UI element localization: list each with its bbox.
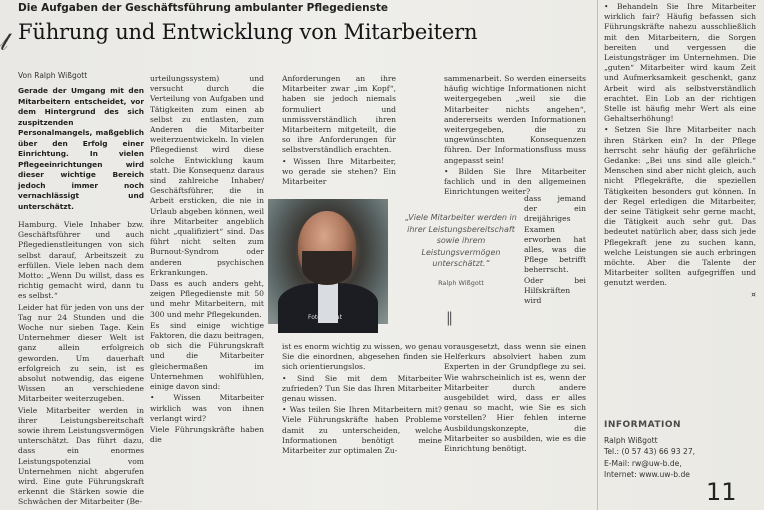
photo-beard: [302, 251, 352, 285]
body-paragraph: Viele Führungskräfte haben die: [150, 424, 264, 445]
column-2: [150, 74, 264, 510]
column-4-bottom: [444, 342, 586, 510]
body-paragraph: dass jemand der ein dreijähriges Examen erworben hat alles, was die Pflege betrifft beherrscht. Oder bei Hilfskräften wird: [524, 194, 586, 306]
body-paragraph: sammenarbeit. So werden einerseits häufig wichtige Informationen nicht weitergegeben „weil sie die Mitarbeiter nichts angehen“, andererseits werden Informationen weitergegeben, die zu ungewünschten Konsequenzen führen. Der Informationsfluss muss angepasst sein!: [444, 74, 586, 165]
pull-quote-mark: ‖: [446, 310, 453, 326]
end-mark: ¤: [751, 289, 756, 299]
body-paragraph: Viele Mitarbeiter werden in ihrer Leistungsbereitschaft sowie ihrem Leistungsvermögen unterschätzt. Das führt dazu, dass ein enormes Leistungspotenzial vom Unternehmen nicht abgerufen wird. Eine gute Führungskraft erkennt die Stärken sowie die Schwächen der Mitarbeiter (Be-: [18, 405, 144, 507]
bullet-question: • Wissen Mitarbeiter wirklich was von ihnen verlangt wird?: [150, 393, 264, 423]
bullet-question: • Behandeln Sie Ihre Mitarbeiter wirklich fair? Häufig befassen sich Führungskräfte nahezu ausschließlich mit den Mitarbeitern, die Sorgen bereiten und vergessen die Leistungsträger im Unternehmen. Die „guten“ Mitarbeiter wird kaum Zeit und Aufmerksamkeit geschenkt, ganz Arbeit wird als selbstverständlich erachtet. Ein Lob an der richtigen Stelle ist häufig mehr Wert als eine Gehaltserhöhung!: [604, 2, 756, 124]
author-photo: [268, 199, 388, 324]
column-3-bottom: [282, 342, 442, 510]
column-divider: [597, 0, 598, 510]
body-paragraph: Es sind einige wichtige Faktoren, die dazu beitragen, ob sich die Führungskraft und die Mitarbeiter gleichermaßen im Unternehmen wohlfühlen, einige davon sind:: [150, 320, 264, 392]
body-paragraph: vorausgesetzt, dass wenn sie einen Helferkurs absolviert haben zum Experten in der Grundpflege zu sei. Wie wahrscheinlich ist es, wenn der Mitarbeiter durch andere ausgebildet wird, dass er alles genau so macht, wie Sie es sich vorstellen? Hier fehlen interne Ausbildungskonzepte, die Mitarbeiter so ausbilden, wie es die Einrichtung benötigt.: [444, 342, 586, 454]
decorative-ornament: 𝓁: [0, 28, 8, 56]
body-paragraph: urteilungssystem) und versucht durch die Verteilung von Aufgaben und Tätigkeiten zum einen ab selbst zu entlasten, zum Anderen die Mitarbeiter weiterzuentwickeln. In vielen Pflegedienst wird diese solche Entwicklung kaum statt. Die Konsequenz daraus sind zahlreiche Inhaber/ Geschäftsführer, die in Arbeit ersticken, die nie in Urlaub abgeben können, weil ihre Mitarbeiter angeblich nicht „qualifiziert“ sind. Das führt nicht selten zum Burnout-Syndrom oder anderen psychischen Erkrankungen.: [150, 74, 264, 277]
pull-quote: [402, 212, 520, 289]
body-paragraph: Dass es auch anders geht, zeigen Pflegedienste mit 50 und mehr Mitarbeitern, mit 300 und mehr Pflegekunden.: [150, 279, 264, 319]
info-email: E-Mail: rw@uw-b.de,: [604, 458, 682, 468]
article-byline: Von Ralph Wißgott: [18, 71, 88, 80]
body-paragraph: Anforderungen an ihre Mitarbeiter zwar „im Kopf“, haben sie jedoch niemals formuliert und unmissverständlich ihren Mitarbeitern mitgeteilt, die so ihre Anforderungen für selbstverständlich erachten.: [282, 74, 396, 155]
body-paragraph: Hamburg. Viele Inhaber bzw. Geschäftsführer und auch Pflegedienstleitungen von sich selbst darauf, Arbeitszeit zu erfüllen. Viele leben nach dem Motto: „Wenn Du willst, dass es richtig gemacht wird, dann tu es selbst.“: [18, 220, 144, 301]
article-lead: Gerade der Umgang mit den Mitarbeitern entscheidet, vor dem Hintergrund des sich zuspitzenden Personalmangels, maßgeblich über den Erfolg einer Einrichtung. In vielen Pflegeeinrichtungen wird dieser wichtige Bereich jedoch immer noch vernachlässigt und unterschätzt.: [18, 86, 144, 211]
pull-quote-attribution: Ralph Wißgott: [438, 278, 484, 287]
photo-credit: Foto: Privat: [308, 314, 343, 321]
info-phone: Tel.: (0 57 43) 66 93 27,: [604, 447, 696, 456]
column-5: [604, 2, 756, 412]
pull-quote-text: „Viele Mitarbeiter werden in ihrer Leistungsbereitschaft sowie ihrem Leistungsvermögen unterschätzt.“: [405, 213, 517, 268]
bullet-question: • Sind Sie mit dem Mitarbeiter zufrieden? Tun Sie das Ihren Mitarbeiter genau wissen.: [282, 373, 442, 404]
bullet-question: • Bilden Sie Ihre Mitarbeiter fachlich und in den allgemeinen Einrichtungen weiter?: [444, 166, 586, 197]
info-web: Internet: www.uw-b.de: [604, 470, 690, 479]
column-4-top: [444, 74, 586, 197]
bullet-question: • Wissen Ihre Mitarbeiter, wo gerade sie stehen? Ein Mitarbeiter: [282, 156, 396, 187]
info-title: INFORMATION: [604, 420, 682, 430]
bullet-question: • Setzen Sie Ihre Mitarbeiter nach ihren Stärken ein? In der Pflege herrscht sehr häufig der gefährliche Gedanke: „Bei uns sind alle gleich.“ Menschen sind aber nicht gleich, auch nicht Pflegekräfte, die speziellen Tätigkeiten besonders gut können. In der Regel erledigen die Mitarbeiter, der seine Tätigkeit sehr gerne macht, die Tätigkeit auch sehr gut. Das bedeutet natürlich aber, dass sich jede Pflegekraft jene zu suchen kann, welche Leistungen sie auch erbringen möchte. Aber die Talente der Mitarbeiter sollten aufgegriffen und genutzt werden.: [604, 125, 756, 288]
column-1: [18, 86, 144, 510]
bullet-question: • Was teilen Sie Ihren Mitarbeitern mit? Viele Führungskräfte haben Probleme damit zu unterscheiden, welche Informationen benötigt meine Mitarbeiter zur optimalen Zu-: [282, 405, 442, 456]
body-paragraph: Leider hat für jeden von uns der Tag nur 24 Stunden und die Woche nur sieben Tage. Kein Unternehmer dieser Welt ist ganz allein erfolgreich geworden. Um dauerhaft erfolgreich zu sein, ist es absolut notwendig, das eigene Wissen an verschiedene Mitarbeiter weiterzugeben.: [18, 302, 144, 404]
page-number: 11: [706, 478, 737, 506]
article-kicker: Die Aufgaben der Geschäftsführung ambulanter Pflegedienste: [18, 2, 389, 14]
article-headline: Führung und Entwicklung von Mitarbeitern: [18, 20, 478, 44]
info-name: Ralph Wißgott: [604, 435, 658, 445]
column-3-top: [282, 74, 396, 187]
column-4-side: [524, 194, 586, 342]
info-box: [604, 420, 754, 481]
body-paragraph: ist es enorm wichtig zu wissen, wo genau Sie die einordnen, abgesehen finden sie sich orientierungslos.: [282, 342, 443, 372]
